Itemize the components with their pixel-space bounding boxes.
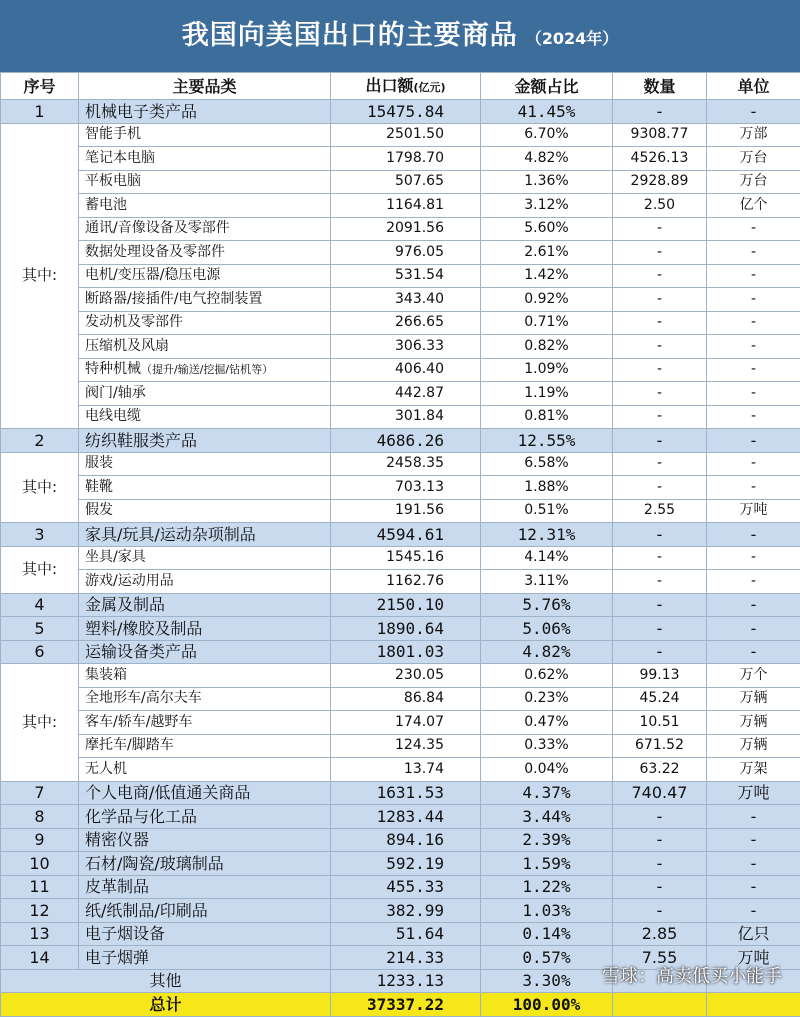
row-quantity: -: [613, 523, 707, 547]
subrow-amount: 2458.35: [331, 452, 481, 476]
subrow-category: [79, 546, 331, 570]
row-quantity: -: [613, 100, 707, 124]
subgroup-label: 其中:: [1, 452, 79, 523]
subrow-unit: -: [707, 288, 800, 312]
subrow-amount: 13.74: [331, 758, 481, 782]
subrow-category: [79, 123, 331, 147]
subrow-share: 0.51%: [481, 499, 613, 523]
subrow-category: [79, 288, 331, 312]
subrow-amount: 1162.76: [331, 570, 481, 594]
subrow-amount: 230.05: [331, 664, 481, 688]
subrow-amount: 442.87: [331, 382, 481, 406]
subrow-unit: -: [707, 335, 800, 359]
row-amount: 592.19: [331, 852, 481, 876]
table-row: [1, 875, 800, 899]
subrow-category-name: 服装: [85, 455, 113, 471]
subrow-category-name: 全地形车/高尔夫车: [85, 690, 202, 706]
subrow-share: 2.61%: [481, 241, 613, 265]
subrow-quantity: -: [613, 217, 707, 241]
subrow-amount: 703.13: [331, 476, 481, 500]
header-category: 主要品类: [79, 73, 331, 100]
table-subrow: [1, 335, 800, 359]
subrow-category: [79, 570, 331, 594]
subrow-category: [79, 147, 331, 171]
row-amount: 4686.26: [331, 429, 481, 453]
row-amount: 51.64: [331, 922, 481, 946]
subrow-share: 5.60%: [481, 217, 613, 241]
subrow-category: [79, 170, 331, 194]
table-subrow: [1, 241, 800, 265]
subrow-quantity: -: [613, 335, 707, 359]
subrow-category: [79, 335, 331, 359]
table-row-total: [1, 993, 800, 1017]
subrow-unit: 万辆: [707, 711, 800, 735]
row-unit: -: [707, 593, 800, 617]
subrow-category-name: 特种机械: [85, 361, 141, 377]
subrow-amount: 124.35: [331, 734, 481, 758]
row-share: 3.44%: [481, 805, 613, 829]
row-quantity: -: [613, 828, 707, 852]
subrow-amount: 1798.70: [331, 147, 481, 171]
table-subrow: [1, 194, 800, 218]
subrow-category: [79, 382, 331, 406]
subrow-quantity: 2.50: [613, 194, 707, 218]
row-index: 14: [1, 946, 79, 970]
subrow-amount: 531.54: [331, 264, 481, 288]
other-share: 3.30%: [481, 969, 613, 993]
subrow-category-name: 断路器/接插件/电气控制装置: [85, 291, 262, 307]
subrow-category-name: 无人机: [85, 761, 127, 777]
table-subrow: [1, 476, 800, 500]
header-amount-unit: (亿元): [413, 81, 445, 94]
row-quantity: 2.85: [613, 922, 707, 946]
page-title: 我国向美国出口的主要商品: [182, 20, 518, 51]
subrow-unit: -: [707, 217, 800, 241]
row-unit: 万吨: [707, 781, 800, 805]
subrow-amount: 266.65: [331, 311, 481, 335]
table-subrow: [1, 758, 800, 782]
subrow-amount: 306.33: [331, 335, 481, 359]
subrow-quantity: -: [613, 241, 707, 265]
subrow-share: 1.42%: [481, 264, 613, 288]
header-amount: [331, 73, 481, 100]
subrow-category: [79, 264, 331, 288]
subrow-category: [79, 687, 331, 711]
subrow-amount: 2501.50: [331, 123, 481, 147]
row-share: 12.31%: [481, 523, 613, 547]
header-amount-label: 出口额: [365, 76, 413, 95]
row-unit: -: [707, 617, 800, 641]
subrow-unit: -: [707, 382, 800, 406]
subrow-category: [79, 311, 331, 335]
subrow-category: [79, 711, 331, 735]
row-amount: 2150.10: [331, 593, 481, 617]
row-category: 机械电子类产品: [79, 100, 331, 124]
row-index: 12: [1, 899, 79, 923]
table-row: [1, 922, 800, 946]
subrow-category: [79, 734, 331, 758]
subrow-category-name: 电线电缆: [85, 408, 141, 424]
subrow-quantity: 4526.13: [613, 147, 707, 171]
table-subrow: [1, 170, 800, 194]
table-subrow: [1, 687, 800, 711]
row-unit: -: [707, 899, 800, 923]
row-category: 纺织鞋服类产品: [79, 429, 331, 453]
subrow-unit: 万台: [707, 170, 800, 194]
row-share: 12.55%: [481, 429, 613, 453]
row-unit: -: [707, 100, 800, 124]
subrow-quantity: -: [613, 476, 707, 500]
table-body: [1, 100, 800, 1017]
row-share: 1.59%: [481, 852, 613, 876]
subrow-quantity: 99.13: [613, 664, 707, 688]
row-amount: 4594.61: [331, 523, 481, 547]
subrow-quantity: 63.22: [613, 758, 707, 782]
row-category: 金属及制品: [79, 593, 331, 617]
subrow-amount: 1545.16: [331, 546, 481, 570]
row-unit: -: [707, 805, 800, 829]
subrow-unit: -: [707, 311, 800, 335]
table-row: [1, 429, 800, 453]
subrow-unit: 万辆: [707, 687, 800, 711]
header-share: 金额占比: [481, 73, 613, 100]
row-quantity: -: [613, 429, 707, 453]
subrow-amount: 174.07: [331, 711, 481, 735]
row-index: 11: [1, 875, 79, 899]
subrow-unit: 万辆: [707, 734, 800, 758]
subrow-unit: -: [707, 476, 800, 500]
row-unit: -: [707, 640, 800, 664]
subrow-quantity: 671.52: [613, 734, 707, 758]
row-index: 3: [1, 523, 79, 547]
row-unit: -: [707, 523, 800, 547]
subrow-amount: 976.05: [331, 241, 481, 265]
row-share: 4.82%: [481, 640, 613, 664]
subrow-unit: -: [707, 241, 800, 265]
subrow-quantity: -: [613, 452, 707, 476]
row-index: 1: [1, 100, 79, 124]
row-quantity: -: [613, 805, 707, 829]
subrow-amount: 86.84: [331, 687, 481, 711]
table-subrow: [1, 711, 800, 735]
subrow-category-name: 摩托车/脚踏车: [85, 737, 174, 753]
row-category: 个人电商/低值通关商品: [79, 781, 331, 805]
subrow-category-name: 客车/轿车/越野车: [85, 714, 192, 730]
subrow-unit: 万台: [707, 147, 800, 171]
subrow-category: [79, 217, 331, 241]
subrow-share: 0.47%: [481, 711, 613, 735]
row-index: 2: [1, 429, 79, 453]
table-subrow: [1, 288, 800, 312]
row-unit: -: [707, 875, 800, 899]
row-share: 2.39%: [481, 828, 613, 852]
subrow-share: 0.81%: [481, 405, 613, 429]
subrow-amount: 1164.81: [331, 194, 481, 218]
row-category: 精密仪器: [79, 828, 331, 852]
row-category: 塑料/橡胶及制品: [79, 617, 331, 641]
row-amount: 1283.44: [331, 805, 481, 829]
other-label: 其他: [1, 969, 331, 993]
subrow-share: 0.23%: [481, 687, 613, 711]
row-share: 0.14%: [481, 922, 613, 946]
subrow-share: 1.09%: [481, 358, 613, 382]
subrow-share: 4.82%: [481, 147, 613, 171]
row-share: 0.57%: [481, 946, 613, 970]
subrow-quantity: -: [613, 405, 707, 429]
export-table: [0, 72, 800, 1017]
row-share: 1.03%: [481, 899, 613, 923]
total-label: 总计: [1, 993, 331, 1017]
table-row: [1, 523, 800, 547]
table-subrow: [1, 734, 800, 758]
subrow-share: 0.62%: [481, 664, 613, 688]
subgroup-label: 其中:: [1, 546, 79, 593]
subrow-share: 0.71%: [481, 311, 613, 335]
subrow-category: [79, 758, 331, 782]
row-share: 1.22%: [481, 875, 613, 899]
row-quantity: -: [613, 617, 707, 641]
subrow-category: [79, 405, 331, 429]
row-category: 皮革制品: [79, 875, 331, 899]
subgroup-label: 其中:: [1, 123, 79, 429]
row-category: 电子烟弹: [79, 946, 331, 970]
subrow-share: 0.82%: [481, 335, 613, 359]
total-share: 100.00%: [481, 993, 613, 1017]
subrow-amount: 2091.56: [331, 217, 481, 241]
subrow-share: 4.14%: [481, 546, 613, 570]
table-subrow: [1, 123, 800, 147]
header-quantity: 数量: [613, 73, 707, 100]
table-row: [1, 640, 800, 664]
subrow-amount: 406.40: [331, 358, 481, 382]
row-quantity: -: [613, 852, 707, 876]
subrow-unit: -: [707, 546, 800, 570]
watermark: 雪球：高卖低买小能手: [602, 962, 782, 988]
row-quantity: -: [613, 640, 707, 664]
subrow-share: 0.33%: [481, 734, 613, 758]
subrow-share: 0.92%: [481, 288, 613, 312]
subrow-category: [79, 476, 331, 500]
subrow-category-name: 数据处理设备及零部件: [85, 244, 225, 260]
subrow-unit: 万吨: [707, 499, 800, 523]
subrow-quantity: -: [613, 382, 707, 406]
subrow-unit: 万部: [707, 123, 800, 147]
subrow-quantity: -: [613, 288, 707, 312]
subrow-quantity: 10.51: [613, 711, 707, 735]
row-index: 5: [1, 617, 79, 641]
subrow-category: [79, 241, 331, 265]
row-index: 8: [1, 805, 79, 829]
table-subrow: [1, 147, 800, 171]
subrow-quantity: -: [613, 570, 707, 594]
subrow-unit: -: [707, 452, 800, 476]
row-unit: -: [707, 429, 800, 453]
table-row: [1, 828, 800, 852]
page-year: （2024年）: [526, 29, 619, 48]
row-index: 13: [1, 922, 79, 946]
table-row: [1, 100, 800, 124]
row-share: 4.37%: [481, 781, 613, 805]
subrow-unit: -: [707, 358, 800, 382]
subrow-share: 1.36%: [481, 170, 613, 194]
subrow-unit: -: [707, 570, 800, 594]
table-subrow: [1, 570, 800, 594]
subrow-quantity: -: [613, 264, 707, 288]
subrow-quantity: 2928.89: [613, 170, 707, 194]
subrow-amount: 301.84: [331, 405, 481, 429]
subrow-unit: 亿个: [707, 194, 800, 218]
other-amount: 1233.13: [331, 969, 481, 993]
table-subrow: [1, 358, 800, 382]
row-share: 5.06%: [481, 617, 613, 641]
table-subrow: [1, 382, 800, 406]
subrow-category-name: 假发: [85, 502, 113, 518]
header-unit: 单位: [707, 73, 800, 100]
row-amount: 455.33: [331, 875, 481, 899]
subrow-unit: -: [707, 405, 800, 429]
subrow-category: [79, 452, 331, 476]
row-quantity: 7.55: [613, 946, 707, 970]
total-quantity: [613, 993, 707, 1017]
subrow-share: 3.12%: [481, 194, 613, 218]
subrow-category-name: 通讯/音像设备及零部件: [85, 220, 230, 236]
row-index: 4: [1, 593, 79, 617]
subrow-category-name: 游戏/运动用品: [85, 573, 174, 589]
subrow-quantity: 9308.77: [613, 123, 707, 147]
header-index: 序号: [1, 73, 79, 100]
row-amount: 1890.64: [331, 617, 481, 641]
subrow-category: [79, 358, 331, 382]
subrow-share: 1.88%: [481, 476, 613, 500]
subrow-category-name: 电机/变压器/稳压电源: [85, 267, 220, 283]
subrow-quantity: 45.24: [613, 687, 707, 711]
row-category: 纸/纸制品/印刷品: [79, 899, 331, 923]
row-quantity: 740.47: [613, 781, 707, 805]
table-subrow: [1, 217, 800, 241]
subrow-category: [79, 499, 331, 523]
subrow-category-note: （提升/输送/挖掘/钻机等）: [141, 363, 273, 376]
total-amount: 37337.22: [331, 993, 481, 1017]
row-quantity: -: [613, 875, 707, 899]
subrow-amount: 191.56: [331, 499, 481, 523]
table-subrow: [1, 452, 800, 476]
row-category: 石材/陶瓷/玻璃制品: [79, 852, 331, 876]
row-unit: 万吨: [707, 946, 800, 970]
table-subrow: [1, 405, 800, 429]
subrow-category: [79, 664, 331, 688]
subrow-share: 1.19%: [481, 382, 613, 406]
row-unit: 亿只: [707, 922, 800, 946]
table-row: [1, 899, 800, 923]
table-row: [1, 617, 800, 641]
subrow-share: 6.70%: [481, 123, 613, 147]
row-index: 9: [1, 828, 79, 852]
row-quantity: -: [613, 899, 707, 923]
subrow-quantity: -: [613, 546, 707, 570]
subrow-quantity: 2.55: [613, 499, 707, 523]
subrow-quantity: -: [613, 358, 707, 382]
subrow-unit: -: [707, 264, 800, 288]
subrow-category-name: 集装箱: [85, 667, 127, 683]
row-amount: 15475.84: [331, 100, 481, 124]
title-bar: [0, 0, 800, 72]
total-unit: [707, 993, 800, 1017]
subrow-category-name: 笔记本电脑: [85, 150, 155, 166]
table-row: [1, 781, 800, 805]
row-category: 化学品与化工品: [79, 805, 331, 829]
subrow-category-name: 鞋靴: [85, 479, 113, 495]
table-header-row: [1, 73, 800, 100]
row-category: 电子烟设备: [79, 922, 331, 946]
table-row: [1, 852, 800, 876]
table-subrow: [1, 546, 800, 570]
subrow-category-name: 坐具/家具: [85, 549, 146, 565]
row-amount: 894.16: [331, 828, 481, 852]
table-subrow: [1, 264, 800, 288]
subrow-category-name: 压缩机及风扇: [85, 338, 169, 354]
table-row: [1, 593, 800, 617]
subrow-quantity: -: [613, 311, 707, 335]
subrow-amount: 343.40: [331, 288, 481, 312]
row-share: 41.45%: [481, 100, 613, 124]
row-amount: 382.99: [331, 899, 481, 923]
subrow-share: 6.58%: [481, 452, 613, 476]
table-subrow: [1, 664, 800, 688]
subrow-unit: 万个: [707, 664, 800, 688]
subrow-category-name: 蓄电池: [85, 197, 127, 213]
row-quantity: -: [613, 593, 707, 617]
table-subrow: [1, 499, 800, 523]
row-index: 10: [1, 852, 79, 876]
subrow-category-name: 阀门/轴承: [85, 385, 146, 401]
row-amount: 214.33: [331, 946, 481, 970]
subrow-category-name: 平板电脑: [85, 173, 141, 189]
row-unit: -: [707, 828, 800, 852]
subgroup-label: 其中:: [1, 664, 79, 782]
subrow-amount: 507.65: [331, 170, 481, 194]
row-index: 6: [1, 640, 79, 664]
row-share: 5.76%: [481, 593, 613, 617]
subrow-category: [79, 194, 331, 218]
row-unit: -: [707, 852, 800, 876]
table-row: [1, 805, 800, 829]
row-category: 运输设备类产品: [79, 640, 331, 664]
subrow-category-name: 发动机及零部件: [85, 314, 183, 330]
row-category: 家具/玩具/运动杂项制品: [79, 523, 331, 547]
subrow-share: 0.04%: [481, 758, 613, 782]
row-index: 7: [1, 781, 79, 805]
table-subrow: [1, 311, 800, 335]
subrow-category-name: 智能手机: [85, 126, 141, 142]
row-amount: 1801.03: [331, 640, 481, 664]
subrow-unit: 万架: [707, 758, 800, 782]
row-amount: 1631.53: [331, 781, 481, 805]
subrow-share: 3.11%: [481, 570, 613, 594]
